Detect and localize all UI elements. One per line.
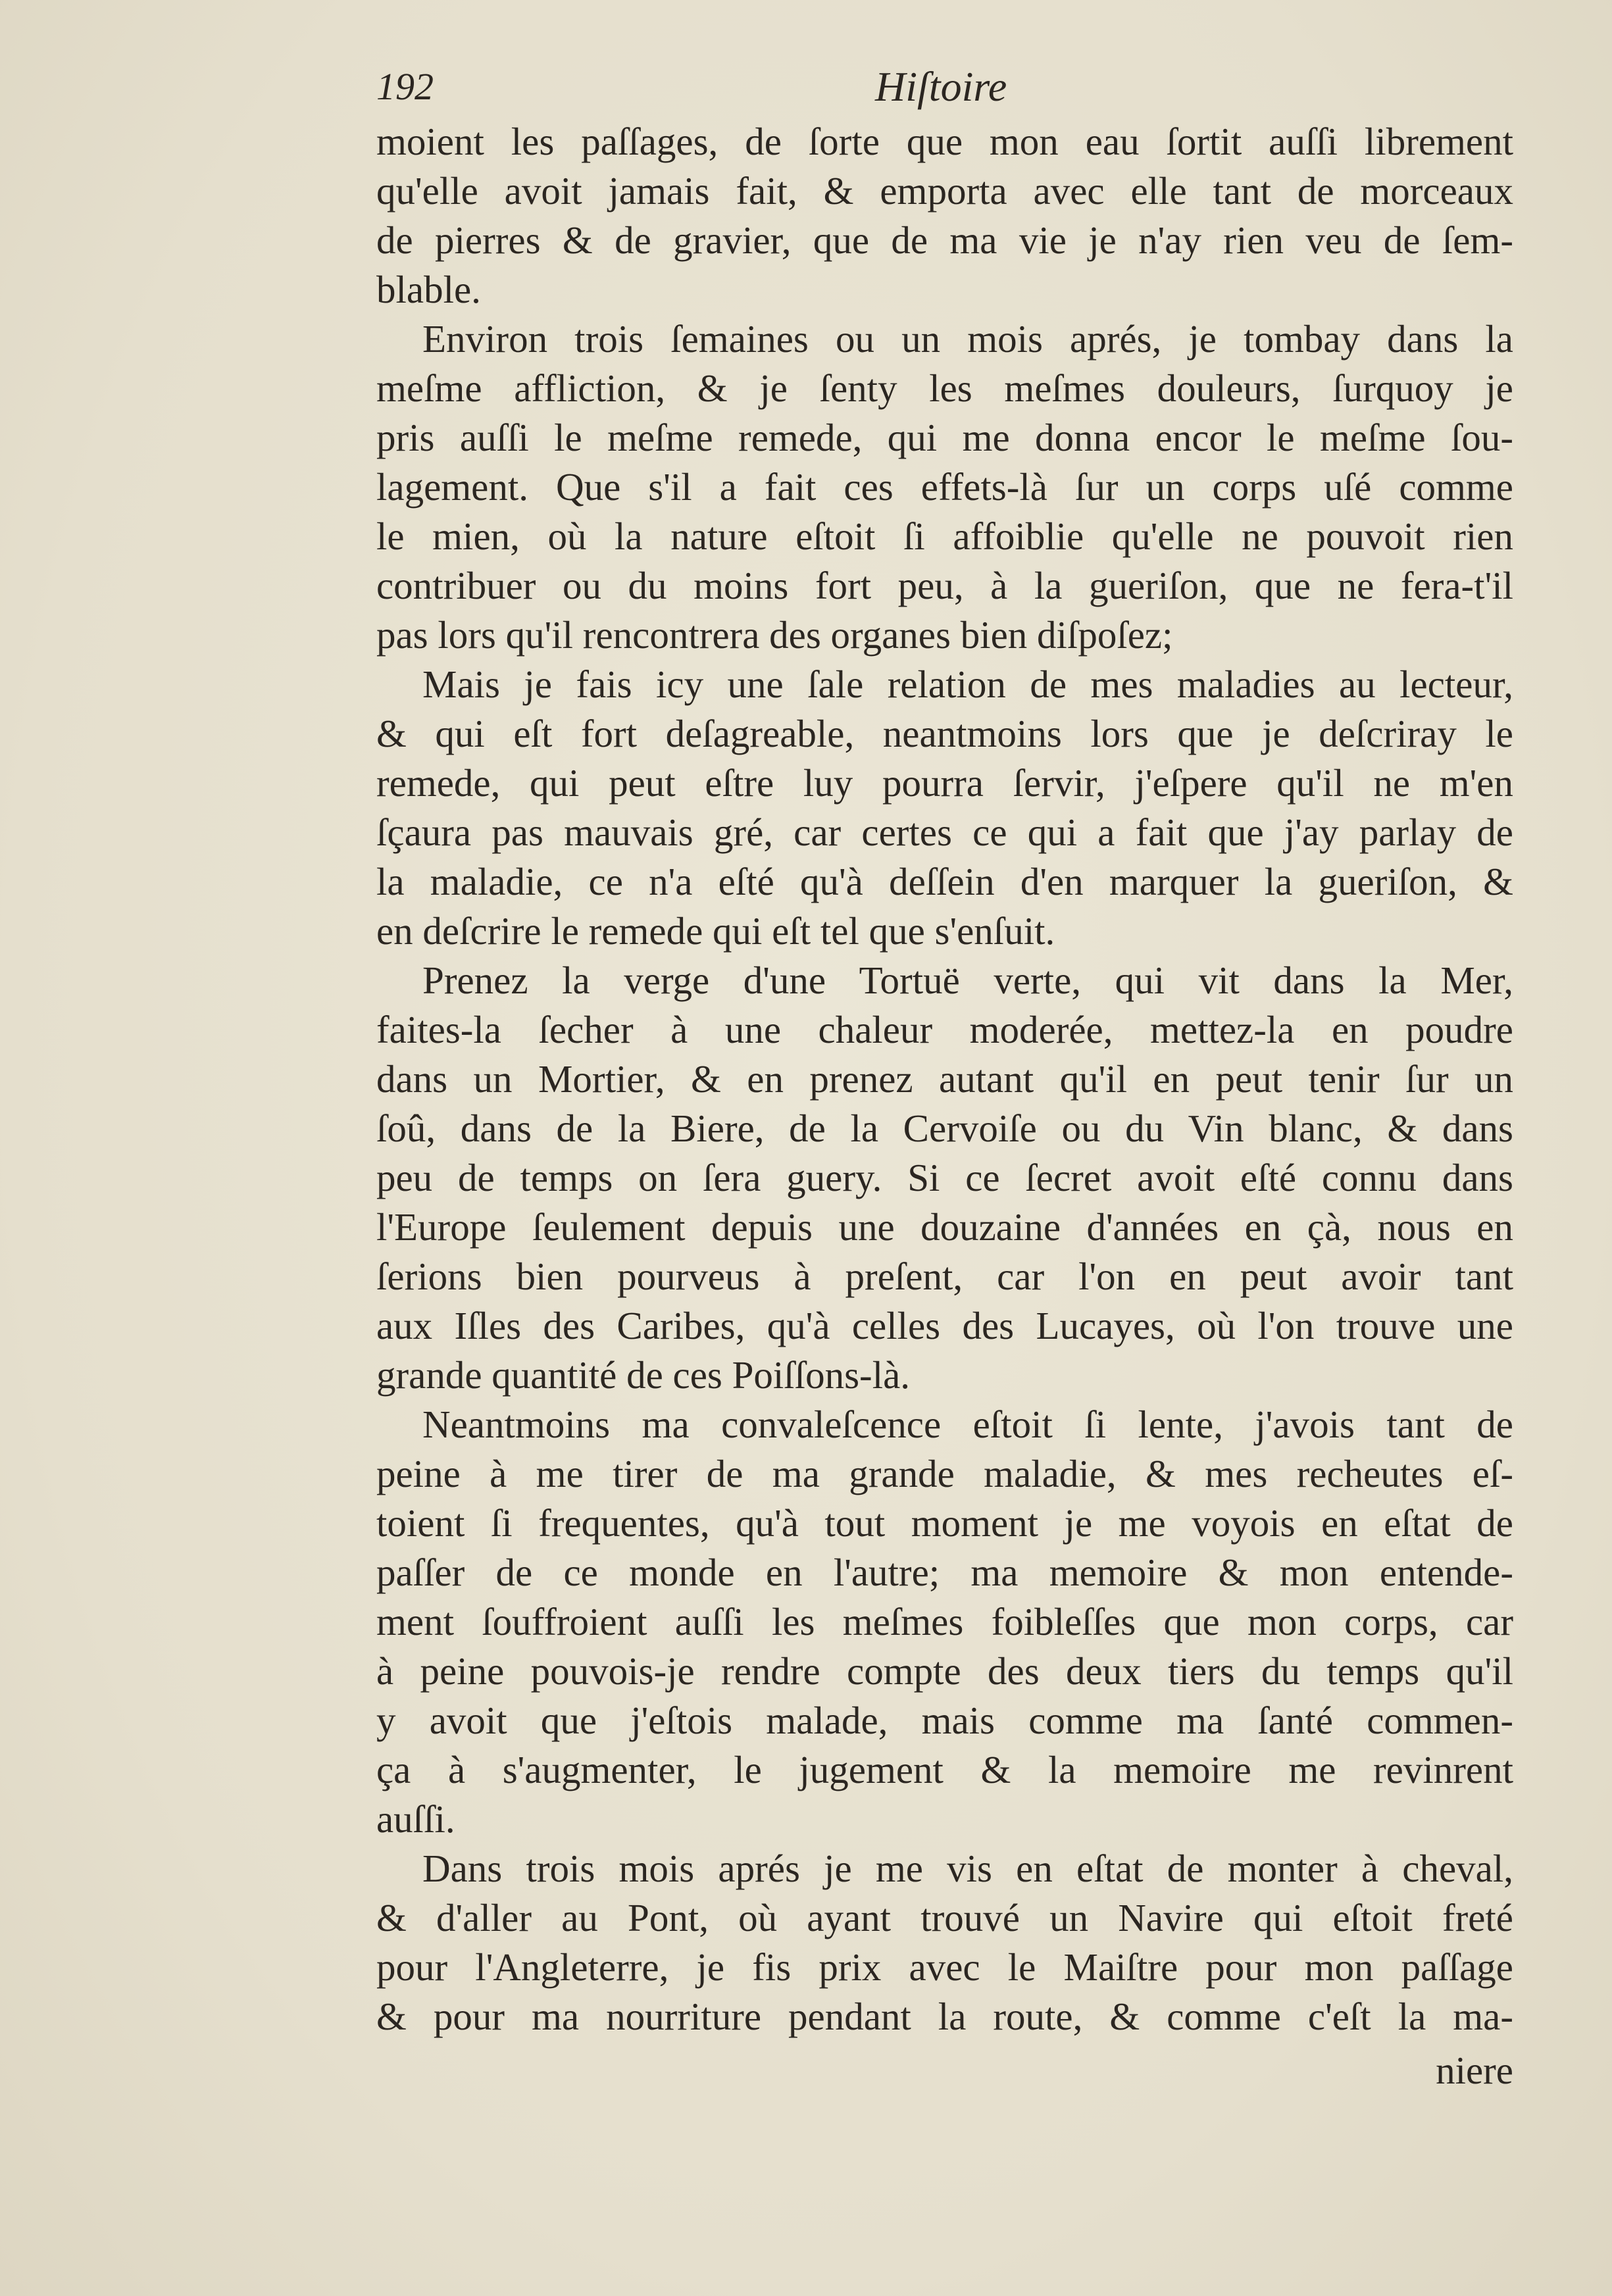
text-line: pour l'Angleterre, je fis prix avec le Maiſtre pour mon paſſage <box>376 1945 1513 1989</box>
text-line: qu'elle avoit jamais fait, & emporta avec elle tant de morceaux <box>376 169 1513 212</box>
text-line: peu de temps on ſera guery. Si ce ſecret avoit eſté connu dans <box>376 1156 1513 1199</box>
text-line: ment ſouffroient auſſi les meſmes foibleſſes que mon corps, car <box>376 1600 1513 1643</box>
text-line: ſoû, dans de la Biere, de la Cervoiſe ou du Vin blanc, & dans <box>376 1107 1513 1150</box>
text-line: la maladie, ce n'a eſté qu'à deſſein d'en marquer la gueriſon, & <box>376 860 1513 903</box>
text-line: Dans trois mois aprés je me vis en eſtat de monter à cheval, <box>422 1847 1513 1890</box>
text-line: ça à s'augmenter, le jugement & la memoire me revinrent <box>376 1748 1513 1791</box>
running-title: Hiſtoire <box>875 63 1007 110</box>
text-line: lagement. Que s'il a fait ces effets-là ſur un corps uſé comme <box>376 465 1513 509</box>
text-line: meſme affliction, & je ſenty les meſmes douleurs, ſurquoy je <box>376 366 1513 410</box>
text-line: Neantmoins ma convaleſcence eſtoit ſi lente, j'avois tant de <box>422 1403 1513 1446</box>
text-line: remede, qui peut eſtre luy pourra ſervir, j'eſpere qu'il ne m'en <box>376 761 1513 805</box>
text-line: Environ trois ſemaines ou un mois aprés, je tombay dans la <box>422 317 1513 361</box>
text-line: & qui eſt fort deſagreable, neantmoins lors que je deſcriray le <box>376 712 1513 755</box>
text-line: toient ſi frequentes, qu'à tout moment je me voyois en eſtat de <box>376 1501 1513 1545</box>
text-line: le mien, où la nature eſtoit ſi affoiblie qu'elle ne pouvoit rien <box>376 514 1513 558</box>
body-text <box>376 117 1513 2041</box>
text-line: paſſer de ce monde en l'autre; ma memoire & mon entende- <box>376 1551 1513 1594</box>
text-line: faites-la ſecher à une chaleur moderée, mettez-la en poudre <box>376 1008 1513 1051</box>
text-line: & d'aller au Pont, où ayant trouvé un Navire qui eſtoit freté <box>376 1896 1513 1939</box>
text-line: ſerions bien pourveus à preſent, car l'on en peut avoir tant <box>376 1255 1513 1298</box>
text-line: blable. <box>376 268 481 311</box>
text-line: l'Europe ſeulement depuis une douzaine d'années en çà, nous en <box>376 1205 1513 1249</box>
text-line: à peine pouvois-je rendre compte des deux tiers du temps qu'il <box>376 1649 1513 1693</box>
text-line: pas lors qu'il rencontrera des organes bien diſpoſez; <box>376 613 1173 657</box>
page-number: 192 <box>376 65 434 108</box>
text-line: dans un Mortier, & en prenez autant qu'il en peut tenir ſur un <box>376 1057 1513 1101</box>
text-line: de pierres & de gravier, que de ma vie je n'ay rien veu de ſem- <box>376 218 1513 262</box>
text-line: peine à me tirer de ma grande maladie, & mes recheutes eſ- <box>376 1452 1513 1495</box>
text-line: pris auſſi le meſme remede, qui me donna encor le meſme ſou- <box>376 416 1513 459</box>
text-line: moient les paſſages, de ſorte que mon eau ſortit auſſi librement <box>376 120 1513 163</box>
catchword: niere <box>1436 2049 1513 2092</box>
text-line: & pour ma nourriture pendant la route, & comme c'eſt la ma- <box>376 1995 1513 2038</box>
text-line: y avoit que j'eſtois malade, mais comme ma ſanté commen- <box>376 1699 1513 1742</box>
text-line: ſçaura pas mauvais gré, car certes ce qui a fait que j'ay parlay de <box>376 811 1513 854</box>
text-line: auſſi. <box>376 1797 455 1841</box>
text-line: en deſcrire le remede qui eſt tel que s'enſuit. <box>376 909 1055 953</box>
text-line: Prenez la verge d'une Tortuë verte, qui vit dans la Mer, <box>422 959 1513 1002</box>
text-line: contribuer ou du moins fort peu, à la gueriſon, que ne fera-t'il <box>376 564 1513 607</box>
text-line: grande quantité de ces Poiſſons-là. <box>376 1353 911 1397</box>
text-line: aux Iſles des Caribes, qu'à celles des Lucayes, où l'on trouve une <box>376 1304 1513 1347</box>
text-line: Mais je fais icy une ſale relation de mes maladies au lecteur, <box>422 662 1513 706</box>
